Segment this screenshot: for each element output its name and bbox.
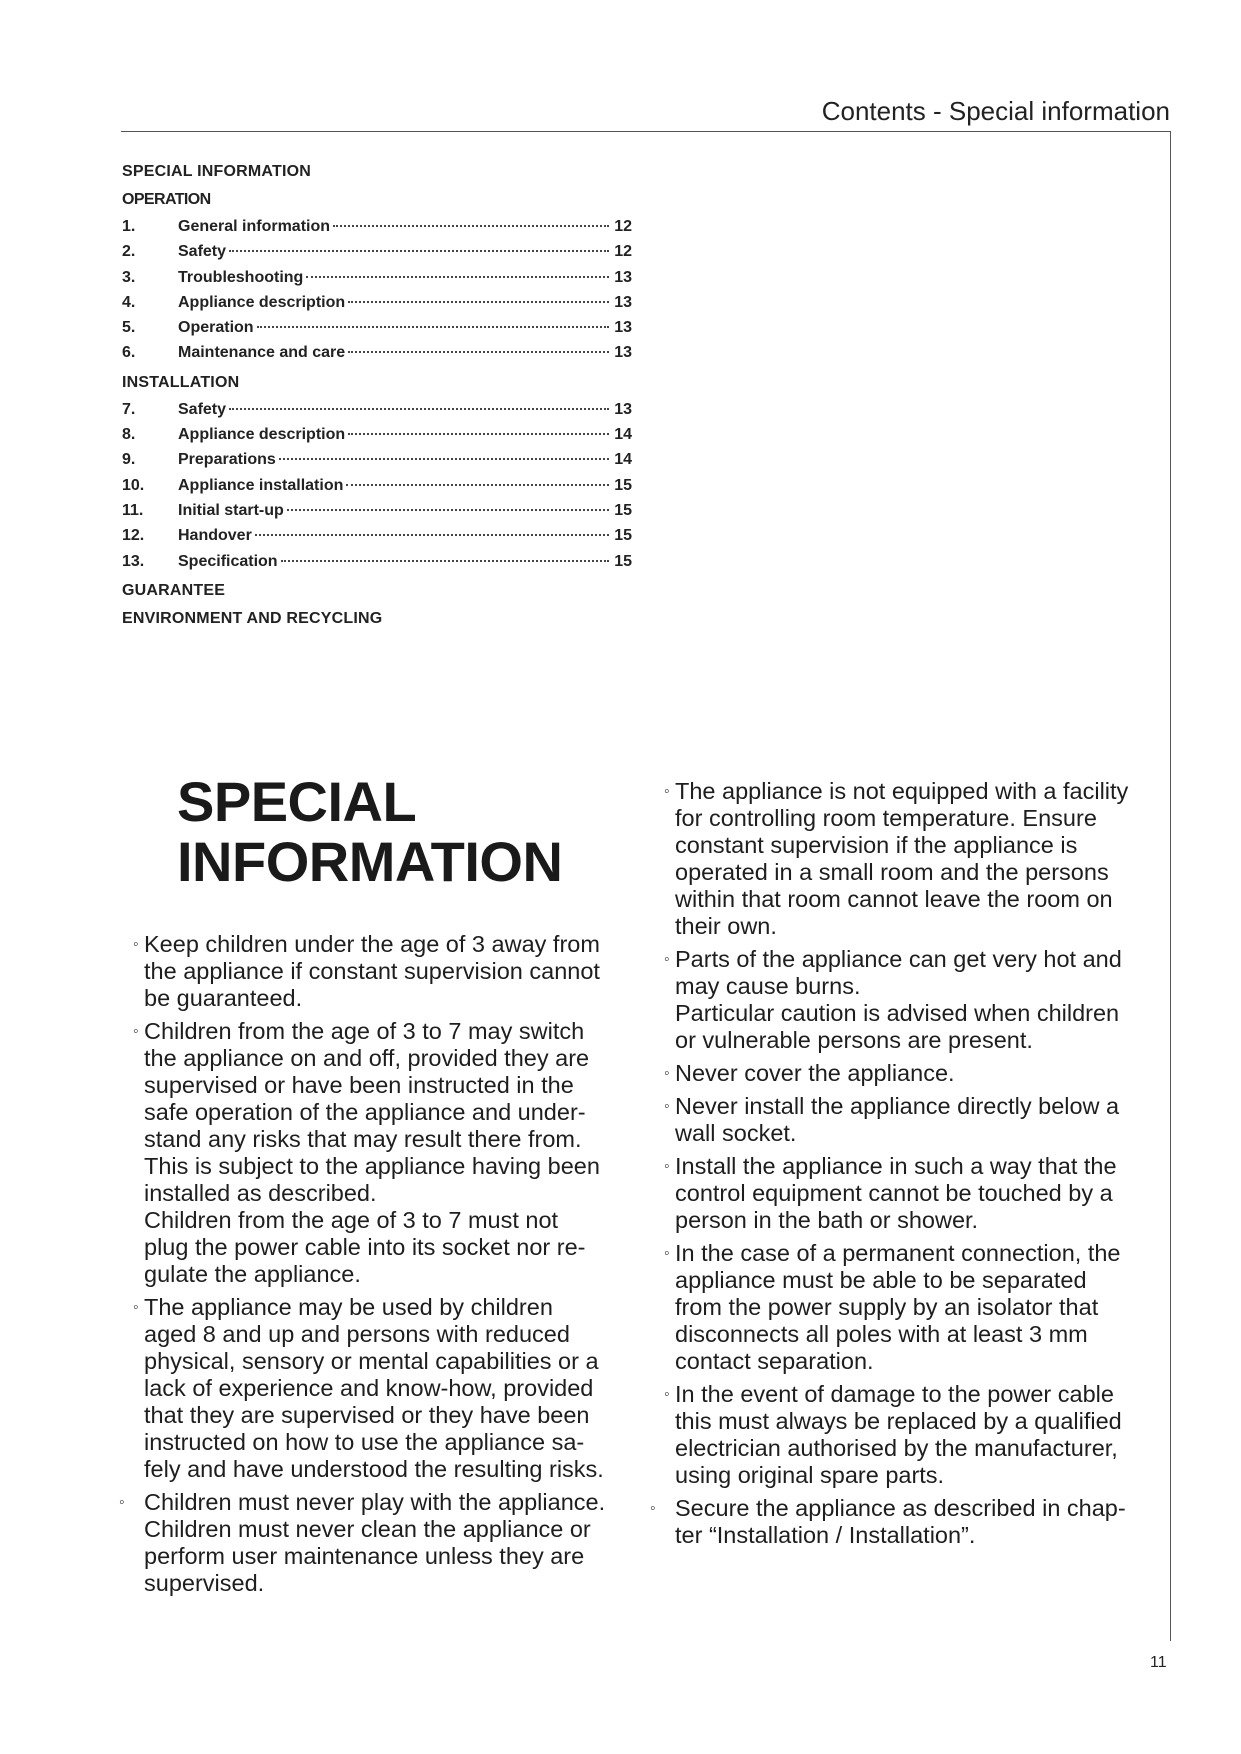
paragraph-line: Children must never play with the appliance. xyxy=(144,1489,606,1515)
toc-dot-leader xyxy=(306,276,609,278)
toc-entry-label: Specification xyxy=(178,552,278,570)
bullet-icon: ◦ xyxy=(133,936,139,953)
toc-heading-special-information[interactable]: SPECIAL INFORMATION xyxy=(122,163,311,180)
toc-entry-number: 1. xyxy=(122,218,136,235)
paragraph-line: control equipment cannot be touched by a xyxy=(675,1180,1113,1206)
toc-entry[interactable] xyxy=(122,214,632,239)
info-bullet-paragraph xyxy=(664,1240,1169,1375)
toc-entry-page: 14 xyxy=(614,451,632,469)
paragraph-line: Children must never clean the appliance or xyxy=(144,1516,591,1542)
bullet-icon: ◦ xyxy=(664,1386,670,1403)
paragraph-line: or vulnerable persons are present. xyxy=(675,1027,1033,1053)
toc-heading-installation[interactable]: INSTALLATION xyxy=(122,373,240,391)
paragraph-line: physical, sensory or mental capabilities or a xyxy=(144,1348,599,1374)
toc-entry-number: 2. xyxy=(122,243,136,261)
paragraph-line: Never install the appliance directly below a xyxy=(675,1093,1120,1119)
bullet-icon: ◦ xyxy=(133,1023,139,1040)
bullet-icon: ◦ xyxy=(664,1245,670,1262)
paragraph-line: for controlling room temperature. Ensure xyxy=(675,805,1097,831)
paragraph-line: The appliance is not equipped with a facility xyxy=(675,778,1129,804)
paragraph-line: Children from the age of 3 to 7 must not xyxy=(144,1207,559,1233)
paragraph-line: gulate the appliance. xyxy=(144,1261,361,1287)
toc-dot-leader xyxy=(279,458,609,460)
toc-heading-guarantee[interactable]: GUARANTEE xyxy=(122,581,226,599)
toc-dot-leader xyxy=(281,560,609,562)
paragraph-line: within that room cannot leave the room on xyxy=(675,886,1113,912)
toc-entry-label: Safety xyxy=(178,243,227,261)
paragraph-line: constant supervision if the appliance is xyxy=(675,832,1078,858)
toc-entry-label: Handover xyxy=(178,527,252,545)
toc-entry-number: 8. xyxy=(122,426,136,444)
section-title-line-1: SPECIAL xyxy=(177,770,417,833)
bullet-icon: ◦ xyxy=(119,1494,125,1511)
toc-heading-environment[interactable]: ENVIRONMENT AND RECYCLING xyxy=(122,609,383,627)
toc-dot-leader xyxy=(229,250,609,252)
paragraph-line: Never cover the appliance. xyxy=(675,1060,955,1086)
paragraph-line: the appliance on and off, provided they are xyxy=(144,1045,590,1071)
toc-heading-operation[interactable]: OPERATION xyxy=(122,191,211,208)
toc-entry-number: 3. xyxy=(122,268,136,286)
paragraph-line: be guaranteed. xyxy=(144,985,303,1011)
toc-entry-page: 13 xyxy=(614,268,632,286)
toc-entry-page: 13 xyxy=(614,319,632,337)
toc-entry-label: Operation xyxy=(178,319,254,337)
toc-dot-leader xyxy=(287,509,609,511)
toc-entry-label: Initial start-up xyxy=(178,501,284,519)
paragraph-line: this must always be replaced by a qualified xyxy=(675,1408,1122,1434)
bullet-icon: ◦ xyxy=(664,1098,670,1115)
toc-dot-leader xyxy=(348,351,609,353)
toc-dot-leader xyxy=(255,534,609,536)
paragraph-line: installed as described. xyxy=(144,1180,377,1206)
toc-entry[interactable] xyxy=(122,290,632,315)
toc-entry-page: 15 xyxy=(614,552,632,570)
toc-entry-page: 12 xyxy=(614,218,632,235)
toc-entry-page: 13 xyxy=(614,344,632,362)
info-bullet-paragraph xyxy=(133,1294,633,1483)
paragraph-line: operated in a small room and the persons xyxy=(675,859,1109,885)
toc-dot-leader xyxy=(257,326,609,328)
paragraph-line: This is subject to the appliance having been xyxy=(144,1153,600,1179)
paragraph-line: Secure the appliance as described in chap- xyxy=(675,1495,1126,1521)
page-header-title: Contents - Special information xyxy=(821,96,1170,126)
toc-entry-page: 15 xyxy=(614,476,632,494)
toc-entry-label: Safety xyxy=(178,400,227,418)
toc-entry-number: 9. xyxy=(122,451,136,469)
info-bullet-paragraph xyxy=(664,1093,1169,1147)
paragraph-line: In the case of a permanent connection, the xyxy=(675,1240,1121,1266)
toc-entry-number: 12. xyxy=(122,527,145,545)
paragraph-line: the appliance if constant supervision cannot xyxy=(144,958,600,984)
page-number: 11 xyxy=(1150,1654,1167,1671)
toc-entry-number: 13. xyxy=(122,552,145,570)
toc-entry-number: 11. xyxy=(122,501,144,519)
bullet-icon: ◦ xyxy=(664,1065,670,1082)
toc-entry[interactable] xyxy=(122,473,632,498)
toc-operation-list xyxy=(122,214,632,366)
section-title-line-2: INFORMATION xyxy=(177,830,563,893)
right-column xyxy=(650,778,1169,1555)
section-title xyxy=(177,772,562,892)
paragraph-line: that they are supervised or they have been xyxy=(144,1402,590,1428)
paragraph-line: appliance must be able to be separated xyxy=(675,1267,1087,1293)
paragraph-line: perform user maintenance unless they are xyxy=(144,1543,585,1569)
toc-entry[interactable] xyxy=(122,315,632,340)
toc-entry-page: 15 xyxy=(614,527,632,545)
toc-entry-page: 13 xyxy=(614,293,632,311)
bullet-icon: ◦ xyxy=(133,1299,139,1316)
info-bullet-paragraph xyxy=(664,1060,1169,1087)
toc-dot-leader xyxy=(333,225,609,227)
paragraph-line: using original spare parts. xyxy=(675,1462,945,1488)
toc-entry[interactable] xyxy=(122,265,632,290)
info-bullet-paragraph xyxy=(650,1495,1169,1549)
toc-dot-leader xyxy=(346,484,609,486)
paragraph-line: electrician authorised by the manufacturer, xyxy=(675,1435,1118,1461)
toc-entry-page: 13 xyxy=(614,400,632,418)
paragraph-line: Children from the age of 3 to 7 may switch xyxy=(144,1018,585,1044)
toc-entry-number: 5. xyxy=(122,319,136,337)
paragraph-line: supervised or have been instructed in the xyxy=(144,1072,574,1098)
toc-entry-label: Appliance description xyxy=(178,293,346,311)
bullet-icon: ◦ xyxy=(664,783,670,800)
paragraph-line: person in the bath or shower. xyxy=(675,1207,979,1233)
info-bullet-paragraph xyxy=(664,1153,1169,1234)
toc-entry-page: 12 xyxy=(614,243,632,261)
paragraph-line: Particular caution is advised when children xyxy=(675,1000,1120,1026)
paragraph-line: The appliance may be used by children xyxy=(144,1294,553,1320)
right-margin-divider xyxy=(1170,131,1171,1641)
toc-entry-label: Appliance installation xyxy=(178,476,344,494)
paragraph-line: may cause burns. xyxy=(675,973,861,999)
toc-entry-number: 4. xyxy=(122,293,136,311)
toc-entry[interactable] xyxy=(122,422,632,447)
paragraph-line: wall socket. xyxy=(675,1120,797,1146)
paragraph-line: contact separation. xyxy=(675,1348,874,1374)
paragraph-line: stand any risks that may result there from. xyxy=(144,1126,582,1152)
toc-entry-number: 10. xyxy=(122,476,145,494)
bullet-icon: ◦ xyxy=(650,1500,656,1517)
paragraph-line: plug the power cable into its socket nor re- xyxy=(144,1234,586,1260)
info-bullet-paragraph xyxy=(119,1489,633,1597)
toc-entry-number: 6. xyxy=(122,344,136,362)
paragraph-line: Keep children under the age of 3 away from xyxy=(144,931,600,957)
info-bullet-paragraph xyxy=(664,946,1169,1054)
toc-entry-page: 14 xyxy=(614,426,632,444)
toc-dot-leader xyxy=(348,433,609,435)
toc-entry-label: Troubleshooting xyxy=(178,268,304,286)
toc-entry-number: 7. xyxy=(122,400,136,418)
toc-entry[interactable] xyxy=(122,239,632,264)
info-bullet-paragraph xyxy=(664,778,1169,940)
bullet-icon: ◦ xyxy=(664,1158,670,1175)
header-divider xyxy=(121,131,1171,132)
toc-installation-list xyxy=(122,397,632,574)
info-bullet-paragraph xyxy=(133,1018,633,1288)
paragraph-line: from the power supply by an isolator that xyxy=(675,1294,1099,1320)
bullet-icon: ◦ xyxy=(664,951,670,968)
toc-dot-leader xyxy=(348,301,609,303)
toc-entry-label: Preparations xyxy=(178,451,276,469)
paragraph-line: their own. xyxy=(675,913,777,939)
left-column xyxy=(119,931,633,1603)
paragraph-line: In the event of damage to the power cable xyxy=(675,1381,1114,1407)
toc-entry[interactable] xyxy=(122,498,632,523)
toc-entry[interactable] xyxy=(122,523,632,548)
toc-entry-label: Maintenance and care xyxy=(178,344,346,362)
paragraph-line: Install the appliance in such a way that the xyxy=(675,1153,1117,1179)
info-bullet-paragraph xyxy=(133,931,633,1012)
toc-entry[interactable] xyxy=(122,549,632,574)
paragraph-line: ter “Installation / Installation”. xyxy=(675,1522,976,1548)
toc-entry-label: General information xyxy=(178,218,331,235)
toc-entry[interactable] xyxy=(122,340,632,365)
paragraph-line: lack of experience and know-how, provided xyxy=(144,1375,594,1401)
toc-dot-leader xyxy=(229,408,609,410)
paragraph-line: Parts of the appliance can get very hot and xyxy=(675,946,1122,972)
toc-entry-page: 15 xyxy=(614,501,632,519)
paragraph-line: supervised. xyxy=(144,1570,265,1596)
paragraph-line: aged 8 and up and persons with reduced xyxy=(144,1321,570,1347)
toc-entry[interactable] xyxy=(122,397,632,422)
info-bullet-paragraph xyxy=(664,1381,1169,1489)
toc-entry-label: Appliance description xyxy=(178,426,346,444)
paragraph-line: fely and have understood the resulting risks. xyxy=(144,1456,604,1482)
paragraph-line: disconnects all poles with at least 3 mm xyxy=(675,1321,1088,1347)
paragraph-line: instructed on how to use the appliance sa- xyxy=(144,1429,585,1455)
toc-entry[interactable] xyxy=(122,447,632,472)
paragraph-line: safe operation of the appliance and under- xyxy=(144,1099,586,1125)
table-of-contents xyxy=(122,158,632,633)
